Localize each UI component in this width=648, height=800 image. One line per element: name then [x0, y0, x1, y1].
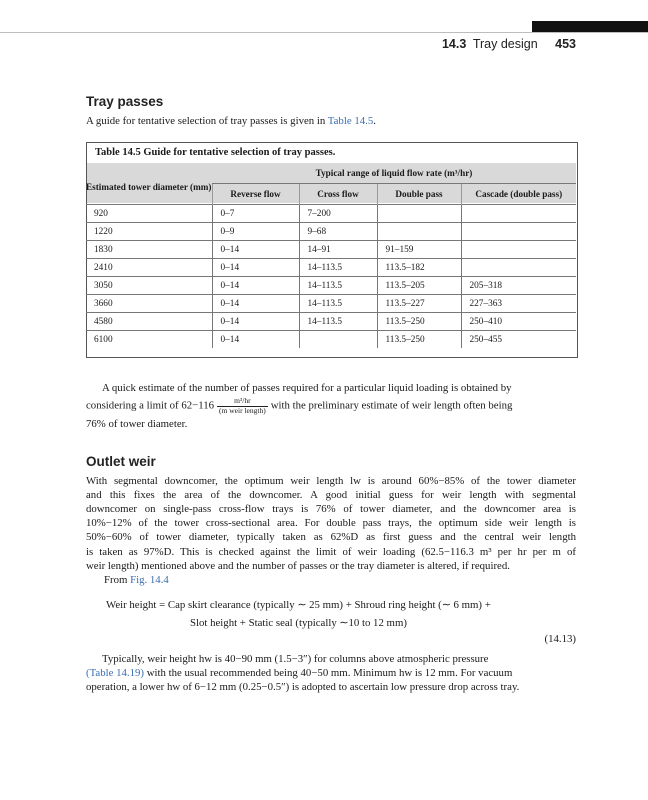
fig-14-4-link[interactable]: Fig. 14.4 — [130, 574, 169, 586]
table-cell — [461, 241, 576, 259]
table-row — [86, 277, 576, 295]
outlet-weir-line: is taken as 97%D. This is checked against the limit of weir loading (62.5−116.3 m³ per hr per m of — [86, 545, 576, 558]
table-cell: 91–159 — [377, 241, 461, 259]
tray-passes-heading: Tray passes — [86, 94, 164, 109]
table-cell: 14–113.5 — [299, 277, 377, 295]
typical-weir-line-2: (Table 14.19) with the usual recommended being 40−50 mm. Minimum hw is 12 mm. For vacuum — [86, 667, 513, 679]
typical-weir-line-1: Typically, weir height hw is 40−90 mm (1.5−3″) for columns above atmospheric pressure — [102, 653, 489, 665]
table-cell: 113.5–250 — [377, 331, 461, 349]
table-row — [86, 259, 576, 277]
outlet-weir-line: and this fixes the area of the downcomer. A good initial guess for weir length with segmental — [86, 489, 576, 502]
table-cell — [461, 223, 576, 241]
col-header-double-pass: Double pass — [377, 184, 461, 205]
estimate-line-2: considering a limit of 62−116 $\frac{\text{m³/hr}}{\text{(m weir length)}}$ with the preliminary estimate of weir length often being — [86, 396, 513, 415]
table-row — [86, 223, 576, 241]
page-number: 453 — [555, 37, 576, 51]
running-head — [442, 37, 576, 51]
col-header-cascade: Cascade (double pass) — [461, 184, 576, 205]
outlet-weir-heading: Outlet weir — [86, 454, 156, 469]
col-header-cross-flow: Cross flow — [299, 184, 377, 205]
table-cell: 1220 — [86, 223, 212, 241]
table-cell — [461, 205, 576, 223]
table-cell: 113.5–250 — [377, 313, 461, 331]
estimate-line-1: A quick estimate of the number of passes required for a particular liquid loading is obtained by — [102, 382, 512, 394]
table-cell — [377, 223, 461, 241]
header-bar — [532, 21, 648, 32]
table-14-5-link[interactable]: Table 14.5 — [327, 115, 374, 127]
table-cell: 920 — [86, 205, 212, 223]
table-row — [86, 331, 576, 349]
outlet-weir-line: With segmental downcomer, the optimum weir length lw is around 60%−85% of the tower diameter — [86, 475, 576, 487]
tray-passes-table — [86, 163, 576, 348]
table-cell: 205–318 — [461, 277, 576, 295]
table-row — [86, 295, 576, 313]
table-cell: 3050 — [86, 277, 212, 295]
table-cell: 14–113.5 — [299, 259, 377, 277]
outlet-weir-line: 10%−12% of the tower cross-sectional area. For double pass trays, the optimum side weir length is — [86, 517, 576, 530]
table-cell: 0–14 — [212, 331, 299, 349]
section-title: Tray design — [472, 37, 538, 51]
outlet-weir-line: downcomer on single-pass cross-flow trays is 76% of tower diameter, and the downcomer area is — [86, 503, 576, 516]
table-cell: 6100 — [86, 331, 212, 349]
table-cell: 14–113.5 — [299, 313, 377, 331]
table-row — [86, 313, 576, 331]
table-cell — [299, 331, 377, 349]
table-cell: 4580 — [86, 313, 212, 331]
section-number: 14.3 — [441, 37, 467, 51]
table-cell: 14–91 — [299, 241, 377, 259]
flow-rate-fraction: $\frac{\text{m³/hr}}{\text{(m weir length)}}$ — [219, 396, 266, 415]
weir-height-equation-line-1: Weir height = Cap skirt clearance (typically ∼ 25 mm) + Shroud ring height (∼ 6 mm) + — [106, 599, 491, 611]
outlet-weir-line: weir length) mentioned above and the number of passes or the tray diameter is altered, if required. — [86, 559, 510, 572]
col-header-diameter: Estimated tower diameter (mm) — [86, 181, 212, 192]
table-cell: 250–410 — [461, 313, 576, 331]
table-cell: 0–7 — [212, 205, 299, 223]
table-cell: 2410 — [86, 259, 212, 277]
table-cell: 113.5–205 — [377, 277, 461, 295]
tray-passes-intro: A guide for tentative selection of tray passes is given in Table 14.5. — [86, 115, 376, 127]
table-cell: 0–14 — [212, 313, 299, 331]
typical-weir-line-3: operation, a lower hw of 6−12 mm (0.25−0.5″) is adopted to ascertain low pressure drop across tray. — [86, 681, 520, 693]
table-cell: 1830 — [86, 241, 212, 259]
table-cell: 113.5–227 — [377, 295, 461, 313]
table-caption: Table 14.5 Guide for tentative selection of tray passes. — [95, 147, 336, 158]
weir-height-equation-line-2: Slot height + Static seal (typically ∼10 to 12 mm) — [190, 617, 407, 629]
from-fig-line: From Fig. 14.4 — [104, 574, 169, 586]
table-cell: 0–14 — [212, 241, 299, 259]
table-cell: 0–14 — [212, 277, 299, 295]
outlet-weir-line: 50%−60% of tower diameter, typically taken as 62%D as first guess and the central weir length — [86, 531, 576, 544]
group-header-flow-rate: Typical range of liquid flow rate (m³/hr) — [212, 163, 576, 184]
table-cell: 113.5–182 — [377, 259, 461, 277]
table-cell — [377, 205, 461, 223]
estimate-line-3: 76% of tower diameter. — [86, 418, 188, 430]
col-header-reverse-flow: Reverse flow — [212, 184, 299, 205]
table-cell: 3660 — [86, 295, 212, 313]
table-14-19-link[interactable]: (Table 14.19) — [86, 667, 145, 679]
table-cell: 0–14 — [212, 259, 299, 277]
table-cell: 0–14 — [212, 295, 299, 313]
equation-number: (14.13) — [544, 633, 576, 645]
table-body — [86, 205, 576, 349]
table-cell: 14–113.5 — [299, 295, 377, 313]
table-cell: 7–200 — [299, 205, 377, 223]
table-cell: 250–455 — [461, 331, 576, 349]
table-row — [86, 205, 576, 223]
header-rule — [0, 32, 648, 33]
table-row — [86, 241, 576, 259]
table-cell: 9–68 — [299, 223, 377, 241]
table-cell: 227–363 — [461, 295, 576, 313]
table-cell — [461, 259, 576, 277]
table-cell: 0–9 — [212, 223, 299, 241]
